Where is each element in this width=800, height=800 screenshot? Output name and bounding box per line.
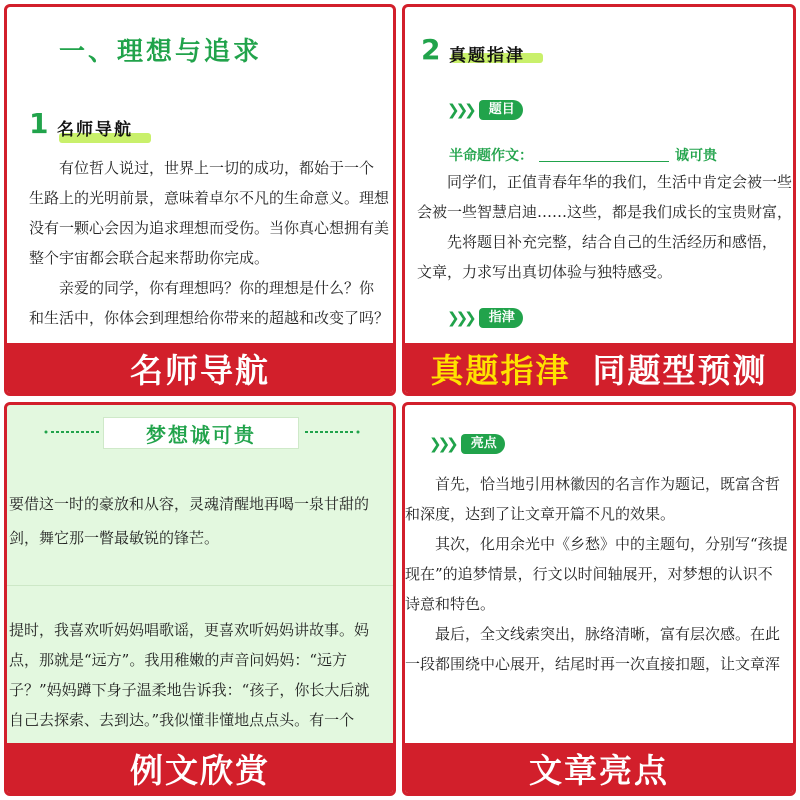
paragraph-line: 诗意和特色。 [405,595,496,613]
paragraph-line: 自己去探索、去到达。”我似懂非懂地点点头。有一个 [9,711,355,729]
paragraph-line: 提时，我喜欢听妈妈唱歌谣，更喜欢听妈妈讲故事。妈 [9,621,370,639]
paragraph-line: 要借这一时的豪放和从容，灵魂清醒地再喝一泉甘甜的 [9,495,370,513]
paragraph-line: 点，那就是“远方”。我用稚嫩的声音问妈妈：“远方 [9,651,348,669]
paragraph-line: 现在”的追梦情景，行文以时间轴展开，对梦想的认识不 [405,565,773,583]
tag-label: 指津 [479,308,523,328]
body-text-top [9,487,369,555]
panel-sample-essay [4,402,396,796]
panel-exam-guide [402,4,796,396]
banner-label-left: 真题指津 [430,350,571,390]
paragraph-line: 文章，力求写出真切体验与独特感受。 [417,263,673,281]
subsection-number: 1 [29,107,49,140]
tag-guide [447,307,523,329]
body-text-bottom [9,615,369,735]
banner [7,343,393,393]
ornament-divider-icon [43,429,99,435]
section-number: 2 [421,33,441,66]
paragraph-line: 整个宇宙都会联合起来帮助你完成。 [29,249,270,267]
double-chevron-icon: ❯❯❯ [447,309,473,327]
paragraph-line: 其次，化用余光中《乡愁》中的主题句，分别写“孩提 [435,535,788,553]
paragraph-line: 生路上的光明前景，意味着卓尔不凡的生命意义。理想 [29,189,390,207]
ornament-divider-icon [305,429,361,435]
banner [405,743,793,793]
paragraph-line: 子？”妈妈蹲下身子温柔地告诉我：“孩子，你长大后就 [9,681,370,699]
banner [405,343,793,393]
panel-highlights [402,402,796,796]
paragraph-line: 有位哲人说过，世界上一切的成功，都始于一个 [59,159,375,177]
body-text [405,469,788,679]
subsection-title: 名师导航 [57,120,133,140]
banner-label: 文章亮点 [529,750,669,790]
banner-label: 名师导航 [130,350,270,390]
double-chevron-icon: ❯❯❯ [447,101,473,119]
prompt-label: 半命题作文： [449,148,533,164]
paragraph-line: 会被一些智慧启迪……这些，都是我们成长的宝贵财富， [417,203,793,221]
paragraph-line: 亲爱的同学，你有理想吗？你的理想是什么？你 [59,279,375,297]
paragraph-line: 最后，全文线索突出，脉络清晰，富有层次感。在此 [435,625,781,643]
banner-label-right: 同题型预测 [592,350,768,390]
body-text [29,153,389,333]
section-title: 真题指津 [449,46,525,66]
paragraph-line: 没有一颗心会因为追求理想而受伤。当你真心想拥有美 [29,219,390,237]
banner-label: 例文欣赏 [130,750,270,790]
paragraph-line: 和深度，达到了让文章开篇不凡的效果。 [405,505,676,523]
paragraph-line: 先将题目补充完整，结合自己的生活经历和感悟， [447,233,778,251]
essay-title: 梦想诚可贵 [103,417,299,449]
section-title: 一、理想与追求 [59,37,263,67]
banner [7,743,393,793]
panel-teacher-guide [4,4,396,396]
body-text [417,167,792,287]
tag-label: 亮点 [461,434,505,454]
paragraph-line: 和生活中，你体会到理想给你带来的超越和改变了吗？ [29,309,390,327]
prompt-line [449,145,717,165]
fill-blank [539,161,669,162]
paragraph-line: 一段都围绕中心展开，结尾时再一次直接扣题，让文章浑 [405,655,781,673]
prompt-suffix: 诚可贵 [675,148,717,164]
section-divider [7,585,393,586]
tag-label: 题目 [479,100,523,120]
double-chevron-icon: ❯❯❯ [429,435,455,453]
paragraph-line: 同学们，正值青春年华的我们，生活中肯定会被一些 [447,173,793,191]
paragraph-line: 剑，舞它那一瞥最敏锐的锋芒。 [9,529,220,547]
tag-highlight [429,433,505,455]
paragraph-line: 首先，恰当地引用林徽因的名言作为题记，既富含哲 [435,475,781,493]
tag-topic [447,99,523,121]
